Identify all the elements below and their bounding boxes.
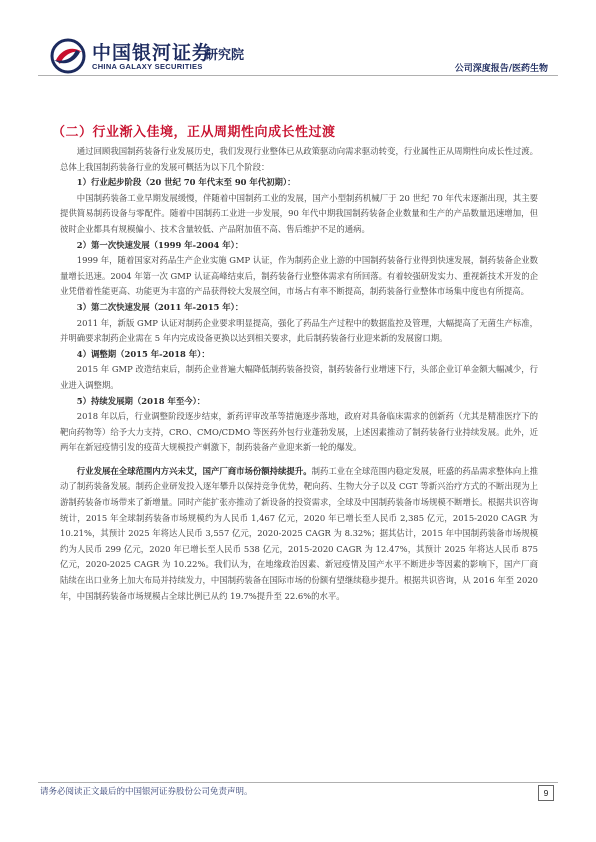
section-title: （二）行业渐入佳境，正从周期性向成长性过渡 xyxy=(52,125,336,140)
footer-disclaimer: 请务必阅读正文最后的中国银河证券股份公司免责声明。 xyxy=(40,787,253,797)
stage-5-body: 2018 年以后，行业调整阶段逐步结束，新药评审改革等措施逐步落地，政府对具备临床需求的创新药（尤其是精准医疗下的靶向药物等）给予大力支持，CRO、CMO/CDMO 等医药外包行业蓬勃发展，上述因素推动了制药装备行业持续发展。此外，近两年在新冠疫情引发的疫苗大规模投产刺激下，制药装备产业迎来新一轮的爆发。 xyxy=(60,411,538,453)
stage-4-body: 2015 年 GMP 改造结束后，制药企业普遍大幅降低制药装备投资，制药装备行业增速下行，头部企业订单金额大幅减少，行业进入调整期。 xyxy=(60,364,538,390)
galaxy-logo-icon xyxy=(50,38,86,74)
stage-1-body: 中国制药装备工业早期发展缓慢，伴随着中国制药工业的发展，国产小型制药机械厂于 20 世纪 70 年代末逐渐出现，其主要提供简易制药设备与零配件。随着中国制药工业进一步发展，90 年代中期我国制药装备企业数量和生产的产品数量迅速增加，但彼时企业都具有规模偏小、技术含量较低、产品附加值不高、售后维护不足的通病。 xyxy=(60,192,538,234)
stage-3-body: 2011 年，新版 GMP 认证对制药企业要求明显提高，强化了药品生产过程中的数据监控及管理，大幅提高了无菌生产标准，并明确要求制药企业需在 5 年内完成设备更换以达到相关要求，此后制药装备行业迎来新的发展窗口期。 xyxy=(60,317,538,344)
stage-1-title: 1）行业起步阶段（20 世纪 70 年代末至 90 年代初期）： xyxy=(76,177,296,188)
market-lead-sentence: 行业发展在全球范围内方兴未艾，国产厂商市场份额持续提升。 xyxy=(76,465,312,476)
stage-2-title: 2）第一次快速发展（1999 年-2004 年）： xyxy=(76,239,244,250)
logo-chinese-name: 中国银河证券 xyxy=(92,42,213,64)
page-header xyxy=(0,0,596,80)
header-divider xyxy=(38,75,558,76)
stage-2-body: 1999 年，随着国家对药品生产企业实施 GMP 认证，作为制药企业上游的中国制药装备行业得到快速发展，制药装备企业数量增长迅速。2004 年第一次 GMP 认证高峰结束后，制药装备行业整体需求有所回落。有着较强研发实力、重视新技术开发的企业凭借着性能更高、功能更为丰富的产品获得较大发展空间，市场占有率不断提高，制药装备行业整体市场集中度也有所提高。 xyxy=(60,255,538,297)
institute-label: 研究院 xyxy=(205,48,245,63)
market-body: 制药工业在全球范围内稳定发展，旺盛的药品需求整体向上推动了制药装备发展。制药企业研发投入逐年攀升以保持竞争优势，靶向药、生物大分子以及 CGT 等新兴治疗方式的不断出现为上游制药装备市场带来了新增量。同时产能扩张亦推动了新设备的投资需求，全球及中国制药装备市场规模不断增长。根据共识咨询统计，2015 年全球制药装备市场规模约为人民币 1,467 亿元，2020 年已增长至人民币 2,385 亿元，2015-2020 CAGR 为 10.21%，其预计 2025 年将达人民币 3,557 亿元，2020-2025 CAGR 为 8.32%；据其估计，2015 年中国制药装备市场规模约为人民币 299 亿元，2020 年已增长至人民币 538 亿元，2015-2020 CAGR 为 12.47%，其预计 2025 年将达人民币 875 亿元，2020-2025 CAGR 为 10.22%。我们认为，在地缘政治因素、新冠疫情及国产水平不断进步等因素的影响下，国产厂商陆续在出口业务上加大布局并持续发力，中国制药装备在国际市场的份额有望继续稳步提升。根据共识咨询，从 2016 年至 2020 年，中国制药装备市场规模占全球比例已从约 19.7%提升至 22.6%的水平。 xyxy=(60,465,539,601)
stage-4-title: 4）调整期（2015 年-2018 年）： xyxy=(76,348,210,359)
report-type-label: 公司深度报告/医药生物 xyxy=(454,64,548,74)
market-paragraph xyxy=(60,464,538,604)
footer-divider xyxy=(38,782,558,783)
stage-5-title: 5）持续发展期（2018 年至今）： xyxy=(76,395,206,406)
body-text xyxy=(60,144,538,604)
stage-3-title: 3）第二次快速发展（2011 年-2015 年）： xyxy=(76,301,244,312)
logo-english-name: CHINA GALAXY SECURITIES xyxy=(92,62,203,71)
intro-paragraph: 通过回顾我国制药装备行业发展历史，我们发现行业整体已从政策驱动向需求驱动转变，行业属性正从周期性向成长性过渡。总体上我国制药装备行业的发展可概括为以下几个阶段： xyxy=(60,146,538,172)
page-number: 9 xyxy=(538,785,554,801)
